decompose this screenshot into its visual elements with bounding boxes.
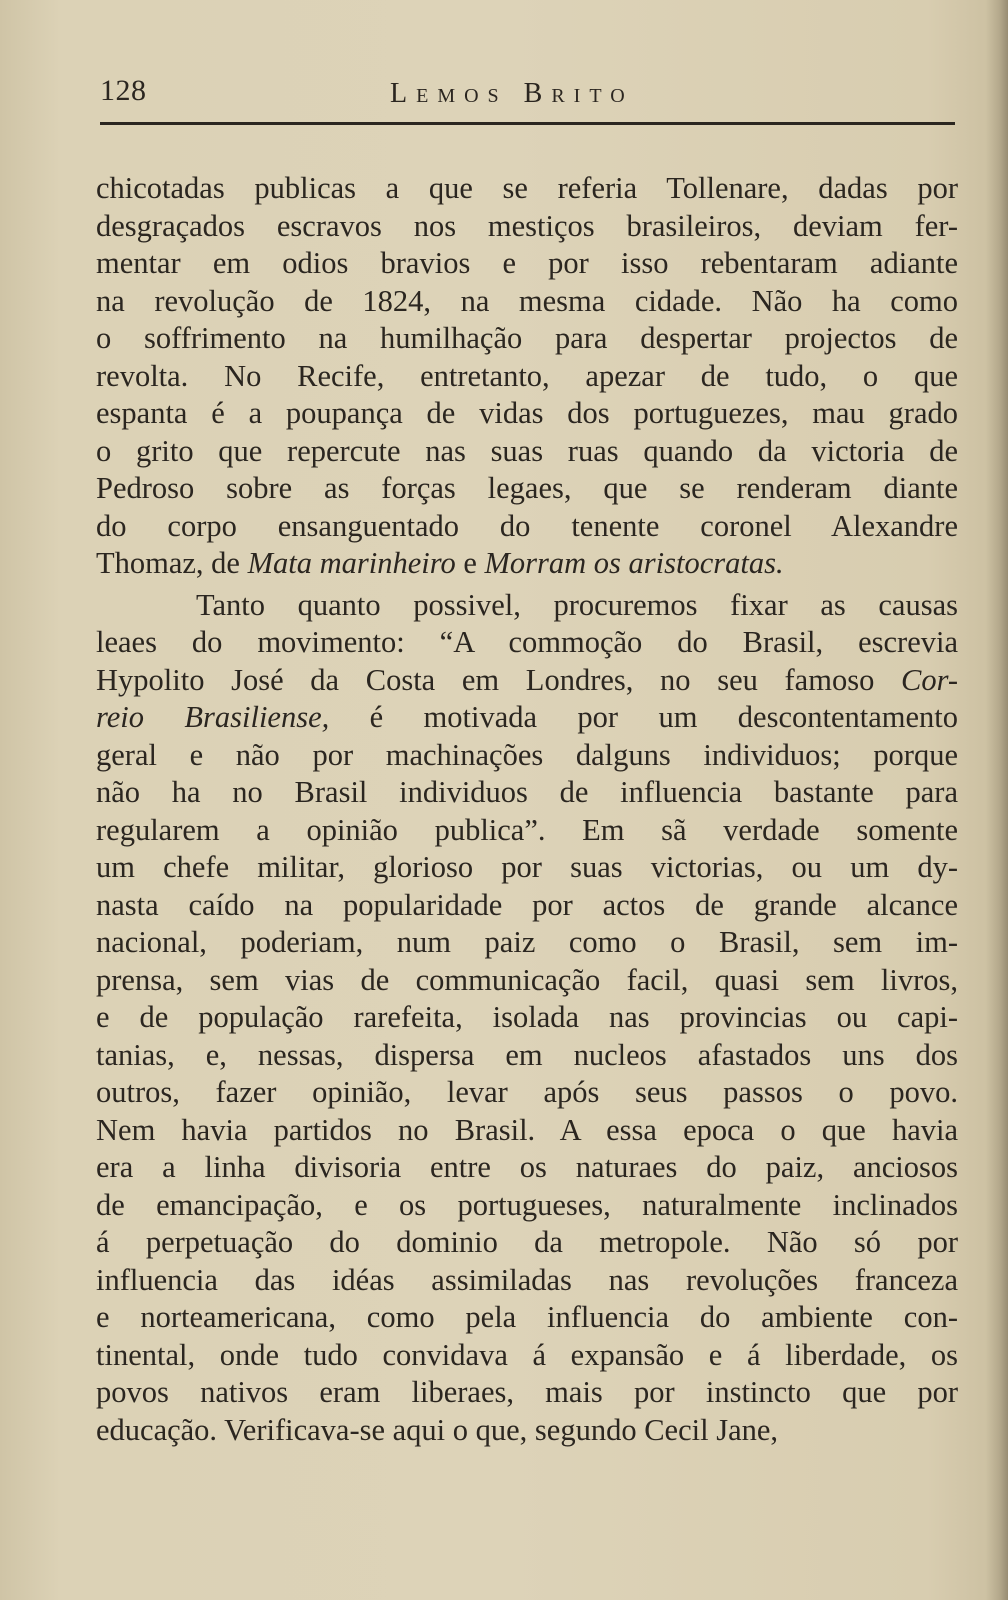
text-line (96, 1337, 958, 1375)
text-run: e de população rarefeita, isolada nas provincias ou capi- (96, 1000, 958, 1034)
text-line (96, 245, 958, 283)
text-run: influencia das idéas assimiladas nas revoluções franceza (96, 1262, 958, 1297)
text-run: prensa, sem vias de communicação facil, quasi sem livros, (96, 962, 958, 997)
text-line (96, 924, 958, 962)
italic-text: reio Brasiliense, (96, 700, 330, 734)
text-run: Hypolito José da Costa em Londres, no seu famoso (96, 662, 901, 697)
text-line (96, 283, 958, 321)
text-run: tanias, e, nessas, dispersa em nucleos afastados uns dos (96, 1037, 958, 1072)
text-line (96, 470, 958, 508)
text-run: e (455, 546, 485, 580)
text-run: regularem a opinião publica”. Em sã verdade somente (96, 812, 958, 847)
text-run: não ha no Brasil individuos de influencia bastante para (96, 775, 958, 809)
text-run: mentar em odios bravios e por isso rebentaram adiante (96, 246, 958, 280)
text-line (96, 395, 958, 433)
text-line (96, 170, 958, 208)
text-run: um chefe militar, glorioso por suas victorias, ou um dy- (96, 850, 958, 884)
text-run: nasta caído na popularidade por actos de grande alcance (96, 887, 958, 922)
text-line (96, 433, 958, 471)
paragraph (96, 170, 958, 583)
text-run: chicotadas publicas a que se referia Tollenare, dadas por (96, 171, 958, 205)
text-run: desgraçados escravos nos mestiços brasileiros, deviam fer- (96, 208, 958, 243)
paragraph (96, 587, 958, 1450)
text-run: educação. Verificava-se aqui o que, segundo Cecil Jane, (96, 1412, 779, 1447)
text-line (96, 545, 958, 583)
text-line (96, 208, 958, 246)
italic-text: Mata marinheiro (247, 546, 456, 580)
page-edge-shadow (986, 0, 1008, 1600)
text-line (96, 1299, 958, 1337)
text-run: tinental, onde tudo convidava á expansão e á liberdade, os (96, 1337, 958, 1372)
body-text (96, 170, 958, 1449)
text-line (96, 624, 958, 662)
running-head: Lemos Brito (390, 78, 634, 109)
text-line (96, 1187, 958, 1225)
text-run: nacional, poderiam, num paiz como o Brasil, sem im- (96, 925, 958, 959)
text-line (96, 1149, 958, 1187)
text-run: á perpetuação do dominio da metropole. Não só por (96, 1225, 958, 1259)
text-run: na revolução de 1824, na mesma cidade. Não ha como (96, 283, 958, 318)
text-line (96, 1374, 958, 1412)
text-line (96, 999, 958, 1037)
text-run: era a linha divisoria entre os naturaes do paiz, anciosos (96, 1150, 958, 1184)
text-run: o soffrimento na humilhação para despertar projectos de (96, 321, 958, 355)
text-line (96, 320, 958, 358)
italic-text: Morram os aristocratas. (484, 546, 784, 580)
text-line (96, 812, 958, 850)
text-line (96, 849, 958, 887)
text-line (96, 1224, 958, 1262)
text-line (96, 358, 958, 396)
header-rule (100, 122, 955, 125)
text-run: revolta. No Recife, entretanto, apezar de tudo, o que (96, 358, 958, 393)
text-line (96, 774, 958, 812)
text-line (96, 1112, 958, 1150)
text-run: outros, fazer opinião, levar após seus passos o povo. (96, 1075, 958, 1109)
text-line (96, 1037, 958, 1075)
text-run: geral e não por machinações dalguns individuos; porque (96, 737, 958, 772)
text-line (96, 1262, 958, 1300)
text-line (96, 508, 958, 546)
text-run: Tanto quanto possivel, procuremos fixar as causas (196, 587, 958, 622)
text-line (96, 1074, 958, 1112)
text-line (96, 662, 958, 700)
italic-text: Cor- (900, 662, 958, 697)
page-number: 128 (100, 74, 147, 107)
text-line (96, 737, 958, 775)
text-run: o grito que repercute nas suas ruas quando da victoria de (96, 433, 958, 468)
text-line (96, 1412, 958, 1450)
text-run: Thomaz, de (96, 546, 248, 580)
text-run: Nem havia partidos no Brasil. A essa epoca o que havia (96, 1112, 958, 1147)
text-line (96, 699, 958, 737)
text-run: Pedroso sobre as forças legaes, que se renderam diante (96, 471, 958, 505)
text-run: leaes do movimento: “A commoção do Brasil, escrevia (96, 625, 958, 659)
text-line (96, 587, 958, 625)
text-line (96, 962, 958, 1000)
text-run: e norteamericana, como pela influencia do ambiente con- (96, 1300, 958, 1334)
text-run: espanta é a poupança de vidas dos portuguezes, mau grado (96, 396, 958, 430)
text-run: é motivada por um descontentamento (329, 700, 959, 734)
text-run: povos nativos eram liberaes, mais por instincto que por (96, 1375, 958, 1409)
text-run: de emancipação, e os portugueses, naturalmente inclinados (96, 1187, 958, 1222)
text-run: do corpo ensanguentado do tenente coronel Alexandre (96, 508, 958, 543)
text-line (96, 887, 958, 925)
page-header (100, 70, 950, 120)
